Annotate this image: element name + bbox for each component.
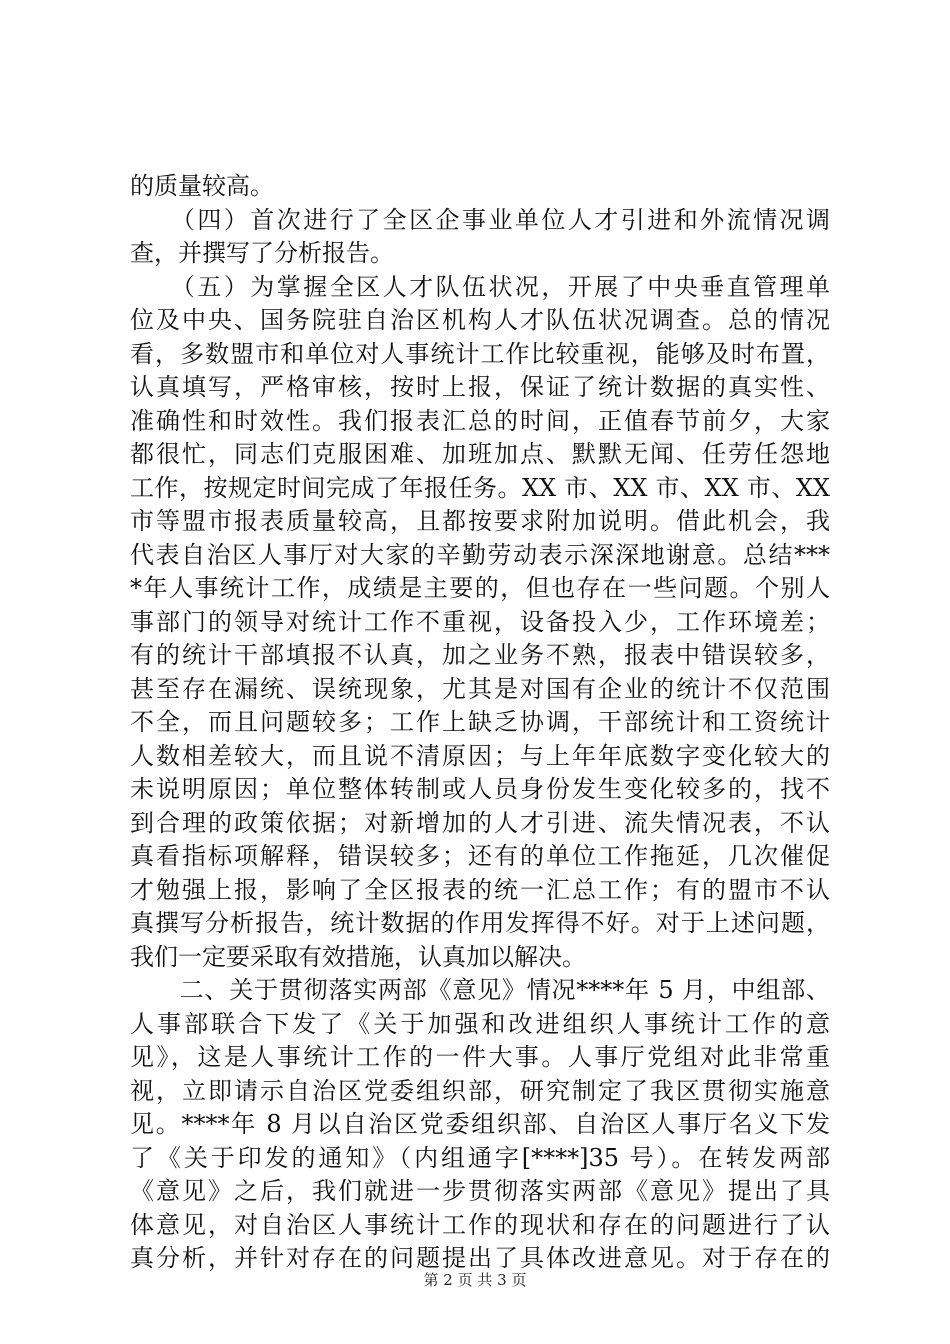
text-line: 体意见，对自治区人事统计工作的现状和存在的问题进行了认 xyxy=(130,1210,830,1239)
text-line: 人事部联合下发了《关于加强和改进组织人事统计工作的意 xyxy=(130,1009,830,1038)
text-line: 人数相差较大，而且说不清原因；与上年年底数字变化较大的 xyxy=(130,741,830,770)
text-line: 见。****年 8 月以自治区党委组织部、自治区人事厅名义下发 xyxy=(130,1110,830,1138)
text-line: 看，多数盟市和单位对人事统计工作比较重视，能够及时布置， xyxy=(130,339,830,368)
text-line: 甚至存在漏统、误统现象，尤其是对国有企业的统计不仅范围 xyxy=(130,674,830,703)
text-line: 我们一定要采取有效措施，认真加以解决。 xyxy=(130,942,586,971)
text-line: 真分析，并针对存在的问题提出了具体改进意见。对于存在的 xyxy=(130,1244,830,1272)
text-line: 位及中央、国务院驻自治区机构人才队伍状况调查。总的情况 xyxy=(130,306,830,334)
document-body xyxy=(130,170,830,1276)
text-line: 工作，按规定时间完成了年报任务。XX 市、XX 市、XX 市、XX xyxy=(130,473,830,502)
text-line: 代表自治区人事厅对大家的辛勤劳动表示深深地谢意。总结*** xyxy=(130,540,830,569)
text-line: 才勉强上报，影响了全区报表的统一汇总工作；有的盟市不认 xyxy=(130,875,830,904)
page-number-footer: 第 2 页 共 3 页 xyxy=(423,1271,527,1289)
text-line: 事部门的领导对统计工作不重视，设备投入少，工作环境差； xyxy=(130,607,830,636)
text-line: *年人事统计工作，成绩是主要的，但也存在一些问题。个别人 xyxy=(130,574,830,602)
text-line: 不全，而且问题较多；工作上缺乏协调，干部统计和工资统计 xyxy=(130,708,830,736)
text-line: （四）首次进行了全区企事业单位人才引进和外流情况调 xyxy=(130,205,830,234)
text-line: 视，立即请示自治区党委组织部，研究制定了我区贯彻实施意 xyxy=(130,1076,830,1105)
text-line: 的质量较高。 xyxy=(130,172,274,200)
text-line: 真撰写分析报告，统计数据的作用发挥得不好。对于上述问题， xyxy=(130,909,830,937)
text-line: （五）为掌握全区人才队伍状况，开展了中央垂直管理单 xyxy=(130,272,830,301)
text-line: 了《关于印发的通知》（内组通字[****]35 号）。在转发两部 xyxy=(130,1143,830,1172)
text-line: 见》，这是人事统计工作的一件大事。人事厅党组对此非常重 xyxy=(130,1043,830,1071)
text-line: 市等盟市报表质量较高，且都按要求附加说明。借此机会，我 xyxy=(130,507,830,535)
text-line: 《意见》之后，我们就进一步贯彻落实两部《意见》提出了具 xyxy=(130,1177,830,1205)
text-line: 到合理的政策依据；对新增加的人才引进、流失情况表，不认 xyxy=(130,808,830,837)
text-line: 二、关于贯彻落实两部《意见》情况****年 5 月，中组部、 xyxy=(130,976,830,1004)
text-line: 都很忙，同志们克服困难、加班加点、默默无闻、任劳任怨地 xyxy=(130,440,830,468)
text-line: 认真填写，严格审核，按时上报，保证了统计数据的真实性、 xyxy=(130,373,830,401)
text-line: 真看指标项解释，错误较多；还有的单位工作拖延，几次催促 xyxy=(130,842,830,870)
text-line: 有的统计干部填报不认真，加之业务不熟，报表中错误较多， xyxy=(130,641,830,669)
text-line: 准确性和时效性。我们报表汇总的时间，正值春节前夕，大家 xyxy=(130,406,830,435)
text-line: 未说明原因；单位整体转制或人员身份发生变化较多的，找不 xyxy=(130,775,830,803)
text-line: 查，并撰写了分析报告。 xyxy=(130,239,394,267)
